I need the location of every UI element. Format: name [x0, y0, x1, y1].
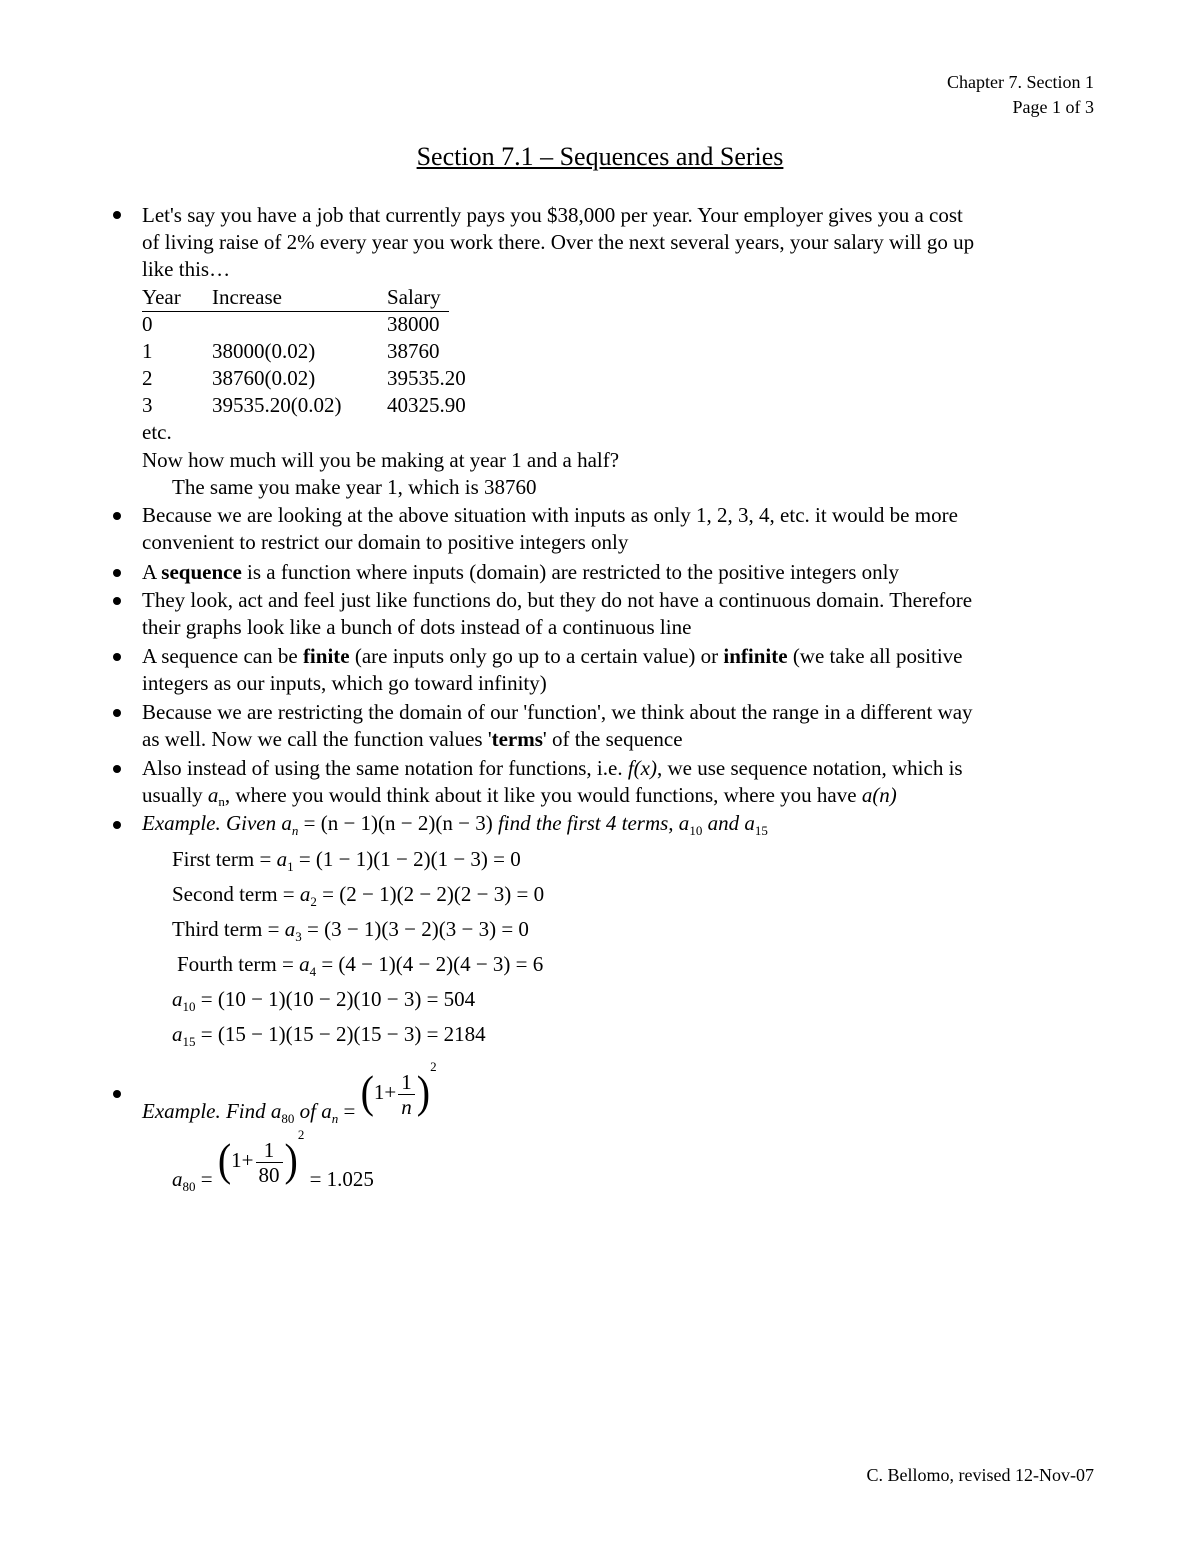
page-title: Section 7.1 – Sequences and Series: [416, 142, 784, 171]
table-cell: 38760(0.02): [212, 366, 316, 390]
table-cell: 3: [142, 393, 153, 417]
table-cell: 39535.20: [387, 366, 466, 390]
example-1-statement: Example. Given $a_n = (n - 1)(n - 2)(n - 3)$ find the first 4 terms, $a_{10}$ and $a_{15}$: [142, 811, 768, 838]
term-line: Fourth term = $a_4 = (4 - 1)(4 - 2)(4 - 3) = 6$: [177, 952, 544, 979]
table-etc: etc.: [142, 420, 172, 444]
term-line: Second term = $a_2 = (2 - 1)(2 - 2)(2 - 3) = 0$: [172, 882, 545, 909]
chapter-label: Chapter 7. Section 1: [947, 72, 1094, 92]
bullet-marker: [113, 821, 121, 829]
table-cell: 39535.20(0.02): [212, 393, 342, 417]
bullet-4-line-1: They look, act and feel just like functions do, but they do not have a continuous domain. Therefore: [142, 588, 973, 612]
bullet-5-line-1: A sequence can be finite (are inputs only go up to a certain value) or infinite (we take all positive: [142, 644, 963, 668]
bullet-marker: [113, 512, 121, 520]
bullet-marker: [113, 597, 121, 605]
bullet-5-line-2: integers as our inputs, which go toward infinity): [142, 671, 547, 695]
table-cell: 38760: [387, 339, 440, 363]
table-cell: 0: [142, 312, 153, 336]
question-text: Now how much will you be making at year 1 and a half?: [142, 448, 620, 472]
term-finite: finite: [302, 644, 350, 668]
answer-text: The same you make year 1, which is 38760: [172, 475, 537, 499]
intro-line-2: of living raise of 2% every year you work there. Over the next several years, your salary will go up: [142, 230, 975, 254]
bullet-3-line: A sequence is a function where inputs (domain) are restricted to the positive integers only: [142, 560, 899, 584]
bullet-4-line-2: their graphs look like a bunch of dots instead of a continuous line: [142, 615, 692, 639]
term-line: $a_{15} = (15 - 1)(15 - 2)(15 - 3) = 2184$: [172, 1022, 486, 1049]
bullet-7-line-2: usually an, where you would think about it like you would functions, where you have a(n): [142, 783, 897, 809]
bullet-marker: [113, 709, 121, 717]
bullet-7-line-1: Also instead of using the same notation for functions, i.e. f(x), we use sequence notation, which is: [142, 756, 963, 780]
table-header-salary: Salary: [387, 285, 441, 309]
term-line: First term = $a_1 = (1 - 1)(1 - 2)(1 - 3) = 0$: [172, 847, 521, 874]
bullet-marker: [113, 653, 121, 661]
footer-credit: C. Bellomo, revised 12-Nov-07: [866, 1465, 1094, 1485]
example-2-solution: $a_{80} = (1+$ $\frac{1}{80}$ )$^2$ = 1.025: [172, 1127, 374, 1194]
table-cell: 38000: [387, 312, 440, 336]
example-2-statement: Example. Find $a_{80}$ of $a_n = (1+$ $\frac{1}{n}$ )$^2$: [142, 1059, 437, 1126]
bullet-marker: [113, 1090, 121, 1098]
bullet-6-line-2: as well. Now we call the function values 'terms' of the sequence: [142, 727, 683, 751]
table-cell: 2: [142, 366, 153, 390]
page-number: Page 1 of 3: [1012, 97, 1094, 117]
term-infinite: infinite: [723, 644, 788, 668]
bullet-marker: [113, 765, 121, 773]
term-line: $a_{10} = (10 - 1)(10 - 2)(10 - 3) = 504$: [172, 987, 476, 1014]
bullet-2-line-2: convenient to restrict our domain to positive integers only: [142, 530, 629, 554]
intro-line-1: Let's say you have a job that currently pays you $38,000 per year. Your employer gives you a cost: [142, 203, 963, 227]
term-terms: terms: [491, 727, 543, 751]
bullet-6-line-1: Because we are restricting the domain of our 'function', we think about the range in a different way: [142, 700, 973, 724]
bullet-marker: [113, 211, 121, 219]
table-cell: 38000(0.02): [212, 339, 316, 363]
table-cell: 1: [142, 339, 153, 363]
table-cell: 40325.90: [387, 393, 466, 417]
term-sequence: sequence: [161, 560, 242, 584]
bullet-marker: [113, 569, 121, 577]
table-header-year: Year: [142, 285, 181, 309]
intro-line-3: like this…: [142, 257, 231, 281]
bullet-2-line-1: Because we are looking at the above situation with inputs as only 1, 2, 3, 4, etc. it would be more: [142, 503, 958, 527]
term-line: Third term = $a_3 = (3 - 1)(3 - 2)(3 - 3) = 0$: [172, 917, 529, 944]
table-header-increase: Increase: [212, 285, 282, 309]
